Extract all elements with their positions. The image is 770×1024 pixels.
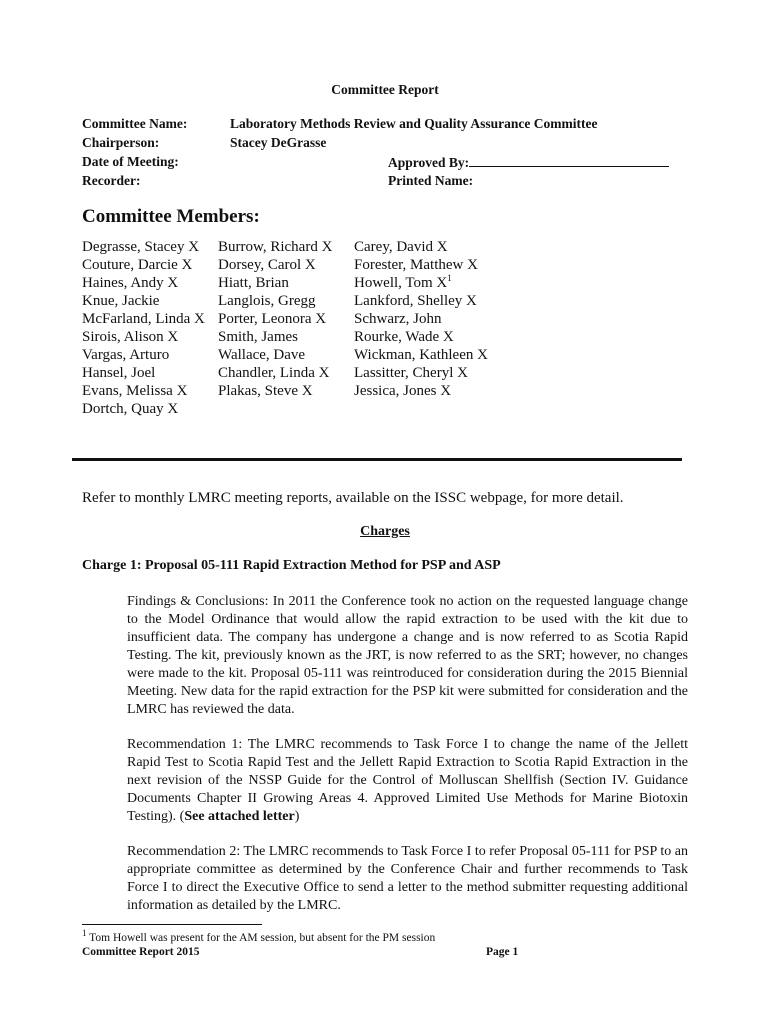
member-name: Jessica, Jones X bbox=[354, 383, 452, 399]
recommendation-2-paragraph: Recommendation 2: The LMRC recommends to Task Force I to refer Proposal 05-111 for PSP to an appropriate committee as determined by the Conference Chair and further recommends to Task Force I to direct the Executive Office to send a letter to the method submitter requesting additional information as detailed by the LMRC. bbox=[127, 844, 688, 913]
printed-name-label: Printed Name: bbox=[388, 173, 474, 188]
footnote-ref: 1 bbox=[447, 273, 452, 283]
member-name: Wickman, Kathleen X bbox=[354, 347, 488, 363]
member-name: Evans, Melissa X bbox=[82, 383, 188, 399]
member-name: Dorsey, Carol X bbox=[218, 257, 316, 273]
footer-report-name: Committee Report 2015 bbox=[82, 946, 200, 958]
committee-name-label: Committee Name: bbox=[82, 116, 188, 131]
committee-members-heading: Committee Members: bbox=[82, 206, 260, 227]
section-divider bbox=[72, 458, 682, 461]
member-name: Langlois, Gregg bbox=[218, 293, 316, 309]
member-name: Smith, James bbox=[218, 329, 299, 345]
recommendation-1-text: Recommendation 1: The LMRC recommends to Task Force I to change the name of the Jellett Rapid Test to Scotia Rapid Test and the Jellett Rapid Extraction to Scotia Rapid Extraction in the next revision of the NSSP Guide for the Control of Molluscan Shellfish (Section IV. Guidance Documents Chapter II Growing Areas 4. Approved Limited Use Methods for Marine Biotoxin Testing). ( bbox=[127, 737, 688, 824]
footnote-divider bbox=[82, 924, 262, 925]
approved-by-field bbox=[388, 154, 669, 171]
refer-text: Refer to monthly LMRC meeting reports, available on the ISSC webpage, for more detail. bbox=[82, 490, 624, 506]
member-name: Couture, Darcie X bbox=[82, 257, 193, 273]
recorder-label: Recorder: bbox=[82, 173, 141, 188]
charges-heading: Charges bbox=[360, 524, 410, 539]
date-of-meeting-label: Date of Meeting: bbox=[82, 154, 179, 169]
recommendation-1-end: ) bbox=[294, 809, 300, 824]
committee-name-value: Laboratory Methods Review and Quality Assurance Committee bbox=[230, 116, 598, 131]
member-name: Schwarz, John bbox=[354, 311, 442, 327]
member-name: Rourke, Wade X bbox=[354, 329, 454, 345]
member-name: Haines, Andy X bbox=[82, 275, 179, 291]
findings-paragraph: Findings & Conclusions: In 2011 the Conference took no action on the requested language change to the Model Ordinance that would allow the rapid extraction to be used with the kit due to insufficient data. The company has undergone a change and is now referred to as Scotia Rapid Testing. The kit, previously known as the JRT, is now referred to as the SRT; however, no changes were made to the kit. Proposal 05-111 was reintroduced for consideration during the 2015 Biennial Meeting. New data for the rapid extraction for the PSP kit were submitted for consideration and the LMRC has reviewed the data. bbox=[127, 594, 688, 717]
member-name: Plakas, Steve X bbox=[218, 383, 313, 399]
member-name: Dortch, Quay X bbox=[82, 401, 179, 417]
member-name: Vargas, Arturo bbox=[82, 347, 170, 363]
approved-by-label: Approved By: bbox=[388, 155, 470, 170]
member-name: Lankford, Shelley X bbox=[354, 293, 477, 309]
member-name-howell bbox=[354, 274, 488, 292]
member-name: Hiatt, Brian bbox=[218, 275, 289, 291]
members-column-2 bbox=[218, 238, 332, 400]
members-column-1 bbox=[82, 238, 205, 418]
chairperson-value: Stacey DeGrasse bbox=[230, 135, 327, 150]
charge-1-heading: Charge 1: Proposal 05-111 Rapid Extraction Method for PSP and ASP bbox=[82, 558, 501, 573]
member-name: Burrow, Richard X bbox=[218, 239, 333, 255]
member-name: Wallace, Dave bbox=[218, 347, 306, 363]
members-column-3 bbox=[354, 238, 488, 400]
howell-name: Howell, Tom X bbox=[354, 275, 448, 291]
member-name: Hansel, Joel bbox=[82, 365, 156, 381]
member-name: Sirois, Alison X bbox=[82, 329, 179, 345]
report-title: Committee Report bbox=[331, 82, 439, 97]
member-name: Porter, Leonora X bbox=[218, 311, 327, 327]
footnote-text: Tom Howell was present for the AM session, but absent for the PM session bbox=[86, 932, 436, 944]
member-name: Chandler, Linda X bbox=[218, 365, 330, 381]
recommendation-1-paragraph bbox=[127, 736, 688, 826]
see-attached-letter: See attached letter bbox=[184, 809, 295, 824]
member-name: McFarland, Linda X bbox=[82, 311, 205, 327]
member-name: Knue, Jackie bbox=[82, 293, 160, 309]
member-name: Forester, Matthew X bbox=[354, 257, 478, 273]
member-name: Degrasse, Stacey X bbox=[82, 239, 200, 255]
footnote bbox=[82, 928, 436, 944]
chairperson-label: Chairperson: bbox=[82, 135, 160, 150]
approved-by-signature-line bbox=[469, 154, 669, 167]
member-name: Lassitter, Cheryl X bbox=[354, 365, 468, 381]
footnote-number: 1 bbox=[82, 928, 87, 939]
footer-page-number: Page 1 bbox=[486, 946, 519, 958]
member-name: Carey, David X bbox=[354, 239, 448, 255]
